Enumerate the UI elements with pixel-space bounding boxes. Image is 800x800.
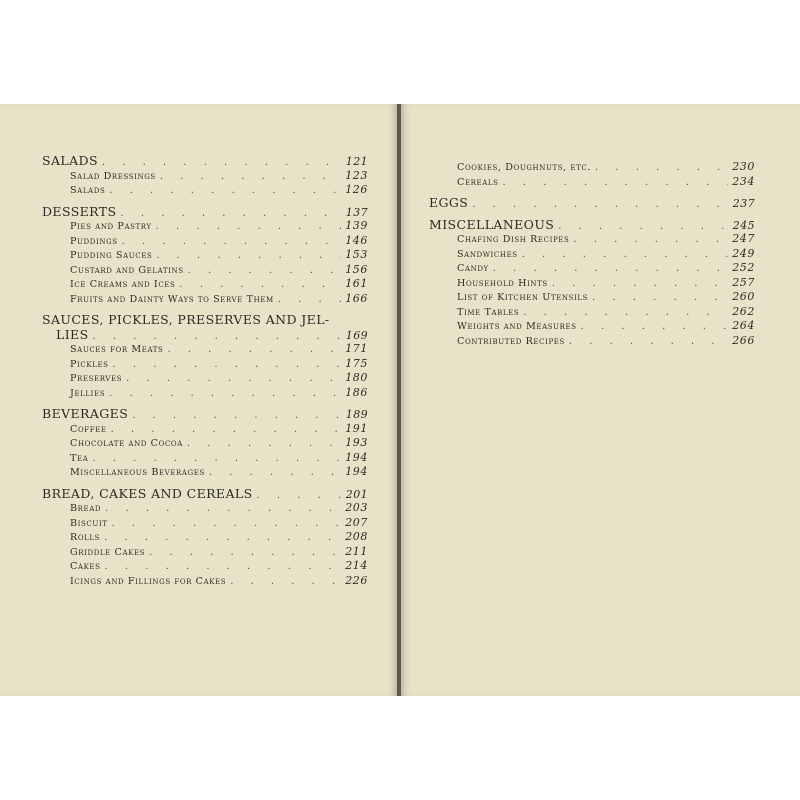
subsection-entry [42, 342, 368, 357]
entry-title: Sauces for Meats [70, 344, 164, 355]
subsection-entry [429, 334, 755, 349]
page-number: 171 [345, 342, 368, 355]
page-number: 257 [732, 275, 755, 289]
dot-leader [257, 489, 342, 504]
dot-leader [230, 575, 341, 590]
dot-leader [102, 156, 342, 171]
page-number: 247 [732, 232, 755, 245]
page-number: 201 [345, 487, 368, 501]
entry-title: Biscuit [70, 517, 108, 529]
entry-title: Cereals [457, 176, 499, 188]
entry-title: Salad Dressings [70, 170, 156, 182]
dot-leader [149, 546, 341, 561]
page-number: 126 [345, 183, 368, 196]
entry-title: DESSERTS [42, 203, 117, 219]
entry-title: Contributed Recipes [457, 335, 565, 347]
subsection-entry [42, 292, 368, 307]
subsection-entry [42, 234, 368, 249]
dot-leader [126, 372, 341, 387]
entry-title: Candy [457, 263, 489, 274]
dot-leader [105, 502, 341, 517]
entry-title: Pudding Sauces [70, 250, 153, 261]
page-number: 166 [345, 291, 368, 305]
table-of-contents-left [42, 154, 368, 595]
subsection-entry [429, 276, 755, 291]
page-number: 262 [732, 304, 755, 318]
dot-leader [132, 409, 342, 424]
entry-title: Household Hints [457, 277, 548, 289]
subsection-entry [42, 530, 368, 545]
entry-title: Miscellaneous Beverages [70, 467, 205, 478]
dot-leader [93, 330, 342, 345]
entry-title: Sandwiches [457, 248, 518, 260]
toc-section [429, 218, 755, 349]
page-number: 234 [732, 174, 755, 188]
section-heading-continued [42, 328, 368, 343]
page-number: 189 [345, 408, 368, 421]
page-number: 226 [345, 573, 368, 587]
dot-leader [187, 437, 341, 452]
entry-title: Pies and Pastry [70, 221, 152, 232]
dot-leader [472, 198, 729, 213]
subsection-entry [42, 248, 368, 263]
toc-section [42, 487, 368, 589]
section-heading [429, 196, 755, 211]
dot-leader [595, 161, 728, 176]
subsection-entry [42, 183, 368, 198]
entry-title: BREAD, CAKES AND CEREALS [42, 485, 253, 501]
subsection-entry [42, 545, 368, 560]
subsection-entry [42, 451, 368, 466]
entry-title: Bread [70, 503, 102, 514]
subsection-entry [42, 219, 368, 234]
dot-leader [179, 278, 341, 293]
toc-section [429, 196, 755, 211]
dot-leader [503, 176, 729, 191]
subsection-entry [42, 574, 368, 589]
section-heading [42, 487, 368, 502]
subsection-entry [429, 175, 755, 190]
subsection-entry [42, 559, 368, 574]
page-number: 237 [732, 197, 755, 210]
page-number: 186 [345, 385, 368, 399]
page-number: 245 [732, 218, 755, 232]
section-heading [42, 205, 368, 220]
page-number: 191 [345, 421, 368, 435]
page-number: 249 [732, 246, 755, 260]
entry-title: SAUCES, PICKLES, PRESERVES AND JEL- [42, 312, 330, 327]
entry-title: Chafing Dish Recipes [457, 234, 570, 245]
dot-leader [558, 220, 729, 235]
entry-title: Weights and Measures [457, 321, 577, 332]
dot-leader [156, 220, 342, 235]
page-number: 137 [345, 205, 368, 219]
page-number: 156 [345, 262, 368, 276]
dot-leader [573, 233, 728, 248]
toc-section [42, 154, 368, 198]
entry-title: EGGS [429, 195, 469, 210]
subsection-entry [42, 501, 368, 516]
dot-leader [120, 207, 341, 222]
page-number: 193 [345, 436, 368, 449]
dot-leader [160, 170, 341, 185]
toc-section [42, 407, 368, 480]
dot-leader [109, 387, 341, 402]
page-number: 175 [345, 356, 368, 370]
entry-title: Rolls [70, 532, 101, 543]
page-number: 161 [345, 277, 368, 290]
entry-title: SALADS [42, 153, 98, 168]
subsection-entry [42, 277, 368, 292]
dot-leader [569, 335, 728, 350]
page-number: 194 [345, 465, 368, 478]
page-number: 260 [732, 290, 755, 303]
subsection-entry [429, 232, 755, 247]
page-number: 214 [345, 559, 368, 572]
page-number: 194 [345, 450, 368, 464]
page-number: 139 [345, 219, 368, 232]
dot-leader [167, 343, 341, 358]
dot-leader [522, 248, 729, 263]
page-number: 207 [345, 515, 368, 529]
subsection-entry [429, 247, 755, 262]
section-heading [42, 154, 368, 169]
page-number: 121 [345, 155, 368, 168]
entry-title: Cookies, Doughnuts, etc. [457, 162, 592, 173]
page-number: 208 [345, 530, 368, 543]
subsection-entry [42, 169, 368, 184]
page-number: 169 [345, 328, 368, 342]
dot-leader [105, 560, 342, 575]
dot-leader [188, 264, 342, 279]
subsection-entry [42, 422, 368, 437]
dot-leader [592, 291, 728, 306]
entry-title: Chocolate and Cocoa [70, 438, 183, 449]
entry-title: Salads [70, 185, 106, 196]
subsection-entry [429, 261, 755, 276]
entry-title: Fruits and Dainty Ways to Serve Them [70, 293, 274, 305]
toc-section [42, 205, 368, 307]
table-of-contents-right [429, 160, 755, 355]
page-number: 153 [345, 248, 368, 261]
dot-leader [209, 466, 341, 481]
dot-leader [104, 531, 341, 546]
entry-title: Jellies [70, 387, 106, 399]
entry-title: Ice Creams and Ices [70, 279, 176, 290]
dot-leader [278, 293, 341, 308]
section-heading [42, 407, 368, 422]
subsection-entry [42, 386, 368, 401]
dot-leader [92, 452, 341, 467]
subsection-entry [429, 290, 755, 305]
page-number: 211 [345, 544, 368, 558]
dot-leader [523, 306, 728, 321]
entry-title: Tea [70, 452, 89, 464]
subsection-entry [42, 465, 368, 480]
subsection-entry [429, 160, 755, 175]
entry-title: Time Tables [457, 306, 520, 318]
dot-leader [552, 277, 728, 292]
subsection-entry [429, 305, 755, 320]
entry-title: List of Kitchen Utensils [457, 292, 589, 303]
page-number: 252 [732, 261, 755, 274]
entry-title: Icings and Fillings for Cakes [70, 575, 227, 587]
dot-leader [112, 517, 342, 532]
subsection-entry [42, 263, 368, 278]
page-number: 146 [345, 233, 368, 247]
entry-title: Coffee [70, 423, 107, 435]
page-number: 123 [345, 168, 368, 182]
entry-title: Pickles [70, 358, 109, 370]
right-page [401, 104, 800, 696]
dot-leader [113, 358, 342, 373]
subsection-entry [42, 371, 368, 386]
dot-leader [122, 235, 342, 250]
page-number: 230 [732, 160, 755, 173]
entry-title: BEVERAGES [42, 406, 129, 421]
page-number: 264 [732, 319, 755, 332]
dot-leader [581, 320, 729, 335]
entry-title: Preserves [70, 373, 123, 384]
dot-leader [111, 423, 342, 438]
book-spread [0, 104, 800, 696]
dot-leader [156, 249, 341, 264]
entry-title: Custard and Gelatins [70, 264, 184, 276]
entry-title: LIES [56, 326, 89, 342]
entry-title: Griddle Cakes [70, 546, 146, 558]
left-page [0, 104, 397, 696]
subsection-entry [42, 436, 368, 451]
page-number: 203 [345, 501, 368, 514]
entry-title: Puddings [70, 235, 118, 247]
dot-leader [109, 184, 341, 199]
section-heading [42, 313, 368, 328]
dot-leader [493, 262, 728, 277]
subsection-entry [429, 319, 755, 334]
toc-section [429, 160, 755, 189]
page-number: 266 [732, 333, 755, 347]
section-heading [429, 218, 755, 233]
subsection-entry [42, 516, 368, 531]
toc-section [42, 313, 368, 400]
page-number: 180 [345, 371, 368, 384]
entry-title: MISCELLANEOUS [429, 216, 555, 232]
entry-title: Cakes [70, 561, 101, 572]
subsection-entry [42, 357, 368, 372]
